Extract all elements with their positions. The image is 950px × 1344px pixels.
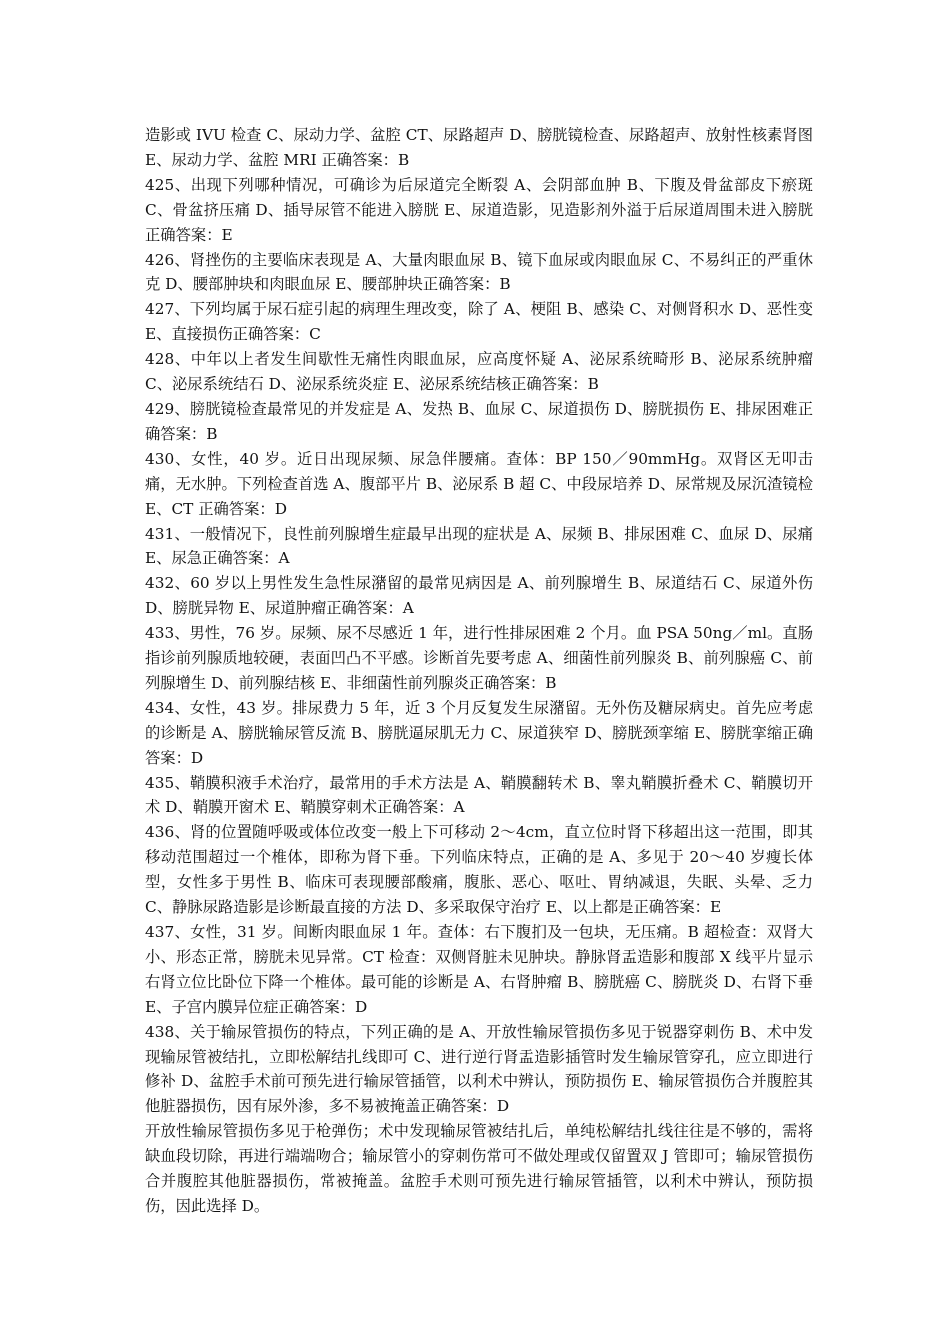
question-431: 431、一般情况下，良性前列腺增生症最早出现的症状是 A、尿频 B、排尿困难 C、血尿 D、尿痛 E、尿急正确答案：A (145, 524, 813, 568)
question-434: 434、女性，43 岁。排尿费力 5 年，近 3 个月反复发生尿潴留。无外伤及糖尿病史。首先应考虑的诊断是 A、膀胱输尿管反流 B、膀胱逼尿肌无力 C、尿道狭窄 D、膀胱颈挛缩 E、膀胱挛缩正确答案：D (145, 698, 813, 767)
question-424-continuation: 造影或 IVU 检查 C、尿动力学、盆腔 CT、尿路超声 D、膀胱镜检查、尿路超声、放射性核素肾图 E、尿动力学、盆腔 MRI 正确答案：B (145, 126, 813, 169)
question-433: 433、男性，76 岁。尿频、尿不尽感近 1 年，进行性排尿困难 2 个月。血 PSA 50ng／ml。直肠指诊前列腺质地较硬，表面凹凸不平感。诊断首先要考虑 A、细菌性前列腺炎 B、前列腺癌 C、前列腺增生 D、前列腺结核 E、非细菌性前列腺炎正确答案：B (145, 624, 813, 692)
question-432: 432、60 岁以上男性发生急性尿潴留的最常见病因是 A、前列腺增生 B、尿道结石 C、尿道外伤 D、膀胱异物 E、尿道肿瘤正确答案：A (145, 574, 813, 618)
question-436: 436、肾的位置随呼吸或体位改变一般上下可移动 2～4cm，直立位时肾下移超出这一范围，即其移动范围超过一个椎体，即称为肾下垂。下列临床特点，正确的是 A、多见于 20～40 岁瘦长体型，女性多于男性 B、临床可表现腰部酸痛，腹胀、恶心、呕吐、胃纳减退，失眠、头晕、乏力 C、静脉尿路造影是诊断最直接的方法 D、多采取保守治疗 E、以上都是正确答案：E (145, 823, 813, 917)
question-427: 427、下列均属于尿石症引起的病理生理改变，除了 A、梗阻 B、感染 C、对侧肾积水 D、恶性变 E、直接损伤正确答案：C (145, 300, 813, 344)
question-426: 426、肾挫伤的主要临床表现是 A、大量肉眼血尿 B、镜下血尿或肉眼血尿 C、不易纠正的严重休克 D、腰部肿块和肉眼血尿 E、腰部肿块正确答案：B (145, 250, 813, 294)
explanation-438: 开放性输尿管损伤多见于枪弹伤；术中发现输尿管被结扎后，单纯松解结扎线往往是不够的，需将缺血段切除，再进行端端吻合；输尿管小的穿刺伤常可不做处理或仅留置双 J 管即可；输尿管损伤合并腹腔其他脏器损伤，常被掩盖。盆腔手术则可预先进行输尿管插管，以利术中辨认，预防损伤，因此选择 D。 (145, 1122, 813, 1215)
question-438: 438、关于输尿管损伤的特点，下列正确的是 A、开放性输尿管损伤多见于锐器穿刺伤 B、术中发现输尿管被结扎，立即松解结扎线即可 C、进行逆行肾盂造影插管时发生输尿管穿孔，应立即进行修补 D、盆腔手术前可预先进行输尿管插管，以利术中辨认，预防损伤 E、输尿管损伤合并腹腔其他脏器损伤，因有尿外渗，多不易被掩盖正确答案：D (145, 1022, 813, 1116)
question-429: 429、膀胱镜检查最常见的并发症是 A、发热 B、血尿 C、尿道损伤 D、膀胱损伤 E、排尿困难正确答案：B (145, 399, 813, 443)
document-page (145, 123, 813, 1219)
question-435: 435、鞘膜积液手术治疗，最常用的手术方法是 A、鞘膜翻转术 B、睾丸鞘膜折叠术 C、鞘膜切开术 D、鞘膜开窗术 E、鞘膜穿刺术正确答案：A (145, 773, 813, 817)
question-428: 428、中年以上者发生间歇性无痛性肉眼血尿，应高度怀疑 A、泌尿系统畸形 B、泌尿系统肿瘤 C、泌尿系统结石 D、泌尿系统炎症 E、泌尿系统结核正确答案：B (145, 350, 813, 394)
question-437: 437、女性，31 岁。间断肉眼血尿 1 年。查体：右下腹扪及一包块，无压痛。B 超检查：双肾大小、形态正常，膀胱未见异常。CT 检查：双侧肾脏未见肿块。静脉肾盂造影和腹部 X 线平片显示右肾立位比卧位下降一个椎体。最可能的诊断是 A、右肾肿瘤 B、膀胱癌 C、膀胱炎 D、右肾下垂 E、子宫内膜异位症正确答案：D (145, 923, 813, 1016)
question-425: 425、出现下列哪种情况，可确诊为后尿道完全断裂 A、会阴部血肿 B、下腹及骨盆部皮下瘀斑 C、骨盆挤压痛 D、插导尿管不能进入膀胱 E、尿道造影，见造影剂外溢于后尿道周围未进入膀胱正确答案：E (145, 175, 813, 244)
question-430: 430、女性，40 岁。近日出现尿频、尿急伴腰痛。查体：BP 150／90mmHg。双肾区无叩击痛，无水肿。下列检查首选 A、腹部平片 B、泌尿系 B 超 C、中段尿培养 D、尿常规及尿沉渣镜检 E、CT 正确答案：D (145, 449, 813, 518)
